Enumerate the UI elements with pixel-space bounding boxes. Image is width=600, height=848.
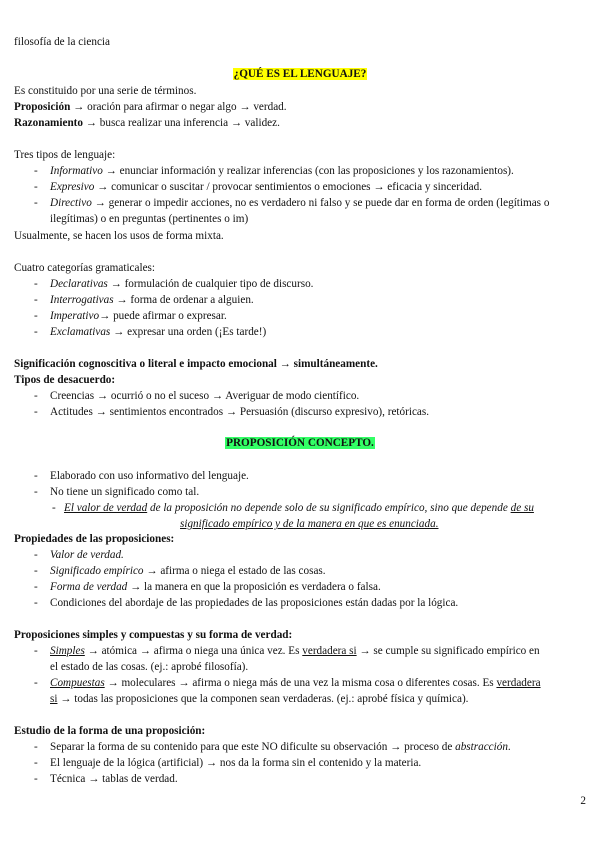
text: → moleculares → afirma o niega más de una vez la misma cosa o diferentes cosas. Es <box>104 677 497 689</box>
bullet-dash: - <box>34 677 38 689</box>
bullet-dash: - <box>34 645 38 657</box>
underlined-text: de su <box>510 502 534 514</box>
definition: → puede afirmar o expresar. <box>99 310 227 322</box>
text: . <box>507 741 511 753</box>
text: Separar la forma de su contenido para que este NO dificulte su observación → proceso de <box>50 741 456 753</box>
list-item: Actitudes → sentimientos encontrados → Persuasión (discurso expresivo), retóricas. <box>50 406 430 418</box>
razonamiento-line <box>14 116 580 132</box>
underlined-text: verdadera si <box>302 645 357 657</box>
underlined-text: si <box>50 693 58 705</box>
term: Exclamativas <box>50 326 111 338</box>
text: → se cumple su significado empírico en <box>356 645 540 657</box>
term: Imperativo <box>50 310 100 322</box>
bullet-dash: - <box>34 406 38 418</box>
estudio-heading <box>14 724 580 740</box>
underlined-text: significado empírico y de la manera en que es enunciada. <box>180 518 439 530</box>
bullet-dash: - <box>34 278 38 290</box>
bullet-dash: - <box>34 197 38 209</box>
title-highlight: ¿QUÉ ES EL LENGUAJE? <box>233 68 367 80</box>
bullet-dash: - <box>34 486 38 498</box>
list-item <box>50 548 576 564</box>
bullet-dash: - <box>34 165 38 177</box>
bullet-dash: - <box>34 581 38 593</box>
definition: → oración para afirmar o negar algo → verdad. <box>70 101 287 113</box>
list-item <box>50 564 576 580</box>
term: Informativo <box>50 165 103 177</box>
bold-text: Propiedades de las proposiciones: <box>14 533 175 545</box>
bullet-dash: - <box>34 390 38 402</box>
definition: → busca realizar una inferencia → validez. <box>82 117 280 129</box>
list-item-continued <box>50 692 576 708</box>
list-item: Creencias → ocurrió o no el suceso → Averiguar de modo científico. <box>50 390 360 402</box>
bullet-dash: - <box>34 326 38 338</box>
text: de la proposición no depende solo de su significado empírico, sino que depende <box>147 502 511 514</box>
list-item <box>50 180 576 196</box>
list-item: No tiene un significado como tal. <box>50 486 200 498</box>
list-item <box>50 277 576 293</box>
definition: → expresar una orden (¡Es tarde!) <box>110 326 267 338</box>
term: Expresivo <box>50 181 95 193</box>
list-item <box>50 580 576 596</box>
definition: → enunciar información y realizar inferencias (con las proposiciones y los razonamientos). <box>102 165 514 177</box>
term: Declarativas <box>50 278 108 290</box>
list-item <box>50 325 576 341</box>
term: Forma de verdad <box>50 581 128 593</box>
sub-list-item <box>64 501 576 517</box>
significacion-line <box>14 357 580 373</box>
bold-text: Tipos de desacuerdo: <box>14 374 116 386</box>
section-title-proposicion <box>0 436 600 452</box>
title-highlight: PROPOSICIÓN CONCEPTO. <box>226 437 374 449</box>
underlined-text: verdadera <box>496 677 541 689</box>
bold-text: Proposiciones simples y compuestas y su forma de verdad: <box>14 629 293 641</box>
list-item <box>50 644 576 660</box>
list-item-continued: el estado de las cosas. (ej.: aprobé filosofía). <box>50 661 249 673</box>
bullet-dash: - <box>34 294 38 306</box>
italic-text: abstracción <box>455 741 508 753</box>
definition: → la manera en que la proposición es verdadera o falsa. <box>127 581 381 593</box>
bullet-dash: - <box>34 565 38 577</box>
text: → todas las proposiciones que la componen sean verdaderas. (ej.: aprobé física y química). <box>57 693 469 705</box>
bullet-dash: - <box>34 741 38 753</box>
list-item: El lenguaje de la lógica (artificial) → nos da la forma sin el contenido y la materia. <box>50 757 422 769</box>
list-item <box>50 196 576 227</box>
term: Interrogativas <box>50 294 114 306</box>
bullet-dash: - <box>34 181 38 193</box>
page-header: filosofía de la ciencia <box>14 36 110 48</box>
definition: → formulación de cualquier tipo de discurso. <box>107 278 314 290</box>
sub-list-item-continued <box>180 517 576 533</box>
intro-line: Es constituido por una serie de términos. <box>14 85 197 97</box>
list-item <box>50 293 576 309</box>
list-item <box>50 309 576 325</box>
usual-line: Usualmente, se hacen los usos de forma mixta. <box>14 230 224 242</box>
definition: → forma de ordenar a alguien. <box>113 294 254 306</box>
bullet-dash: - <box>34 310 38 322</box>
bullet-dash: - <box>52 502 56 514</box>
definition: → generar o impedir acciones, no es verdadero ni falso y se puede dar en forma de orden (legítimas o ilegítimas) o en preguntas (pertinentes o im) <box>50 197 550 225</box>
definition: → afirma o niega el estado de las cosas. <box>143 565 326 577</box>
tipos-heading: Tres tipos de lenguaje: <box>14 149 116 161</box>
bold-text: Estudio de la forma de una proposición: <box>14 725 206 737</box>
simples-compuestas-heading <box>14 628 580 644</box>
underlined-text: El valor de verdad <box>64 502 148 514</box>
list-item <box>50 164 576 180</box>
term: Simples <box>50 645 85 657</box>
bold-text: Significación cognoscitiva o literal e impacto emocional → simultáneamente. <box>14 358 378 370</box>
term: Valor de verdad. <box>50 549 124 561</box>
list-item: Condiciones del abordaje de las propiedades de las proposiciones están dadas por la lógica. <box>50 597 459 609</box>
section-title-lenguaje <box>0 67 600 83</box>
page-number: 2 <box>580 795 586 807</box>
categorias-heading: Cuatro categorías gramaticales: <box>14 262 156 274</box>
list-item: Técnica → tablas de verdad. <box>50 773 178 785</box>
bullet-dash: - <box>34 773 38 785</box>
term: Directivo <box>50 197 92 209</box>
proposicion-line <box>14 100 580 116</box>
term: Compuestas <box>50 677 105 689</box>
list-item: Elaborado con uso informativo del lenguaje. <box>50 470 249 482</box>
text: → atómica → afirma o niega una única vez. Es <box>84 645 303 657</box>
propiedades-heading <box>14 532 580 548</box>
definition: → comunicar o suscitar / provocar sentimientos o emociones → eficacia y sinceridad. <box>94 181 483 193</box>
term: Razonamiento <box>14 117 83 129</box>
list-item <box>50 740 576 756</box>
bullet-dash: - <box>34 549 38 561</box>
bullet-dash: - <box>34 597 38 609</box>
bullet-dash: - <box>34 470 38 482</box>
bullet-dash: - <box>34 757 38 769</box>
list-item <box>50 676 576 692</box>
term: Significado empírico <box>50 565 144 577</box>
desacuerdo-heading <box>14 373 580 389</box>
term: Proposición <box>14 101 71 113</box>
